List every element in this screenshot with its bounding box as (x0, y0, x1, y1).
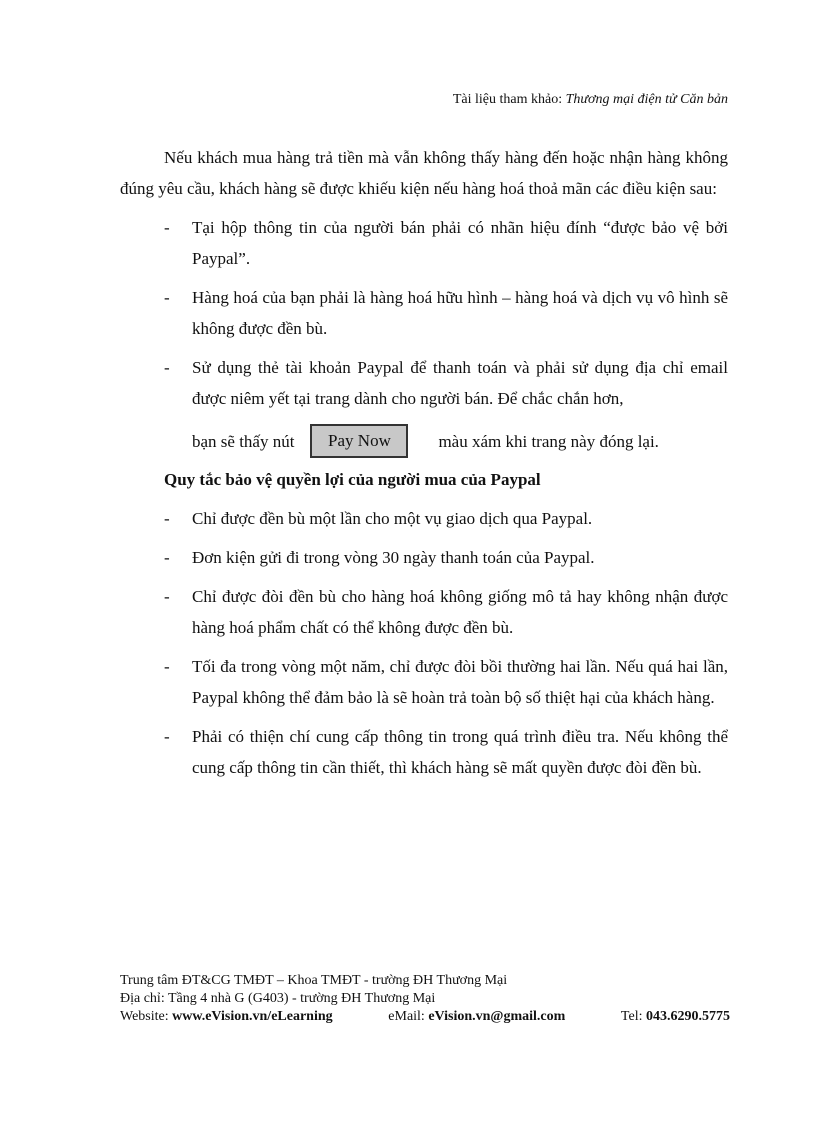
footer-line-2: Địa chỉ: Tầng 4 nhà G (G403) - trường ĐH Thương Mại (120, 991, 436, 1006)
dash-marker: - (164, 218, 170, 237)
dash-marker: - (164, 288, 170, 307)
dash-marker: - (164, 727, 170, 746)
list-item: - Tối đa trong vòng một năm, chỉ được đòi bồi thường hai lần. Nếu quá hai lần, Paypal không thể đảm bảo là sẽ hoàn trả toàn bộ số thiệt hại của khách hàng. (164, 651, 728, 713)
footer-contact-row (120, 1008, 730, 1026)
tel-number: 043.6290.5775 (646, 1009, 730, 1024)
dash-marker: - (164, 657, 170, 676)
dash-marker: - (164, 548, 170, 567)
dash-marker: - (164, 509, 170, 528)
footer-tel: Tel: 043.6290.5775 (620, 1009, 730, 1024)
email-link[interactable]: eVision.vn@gmail.com (428, 1009, 566, 1024)
footer-line-1: Trung tâm ĐT&CG TMĐT – Khoa TMĐT - trường ĐH Thương Mại (120, 973, 508, 988)
paynow-line (192, 424, 728, 458)
list-item: - Sử dụng thẻ tài khoản Paypal để thanh toán và phải sử dụng địa chỉ email được niêm yết tại trang dành cho người bán. Để chắc chắn hơn, (164, 352, 728, 414)
section-title: Quy tắc bảo vệ quyền lợi của người mua của Paypal (164, 470, 541, 489)
list-item: - Chỉ được đền bù một lần cho một vụ giao dịch qua Paypal. (164, 503, 728, 534)
footer-email: eMail: eVision.vn@gmail.com (388, 1009, 566, 1024)
intro-paragraph: Nếu khách mua hàng trả tiền mà vẫn không thấy hàng đến hoặc nhận hàng không đúng yêu cầu, khách hàng sẽ được khiếu kiện nếu hàng hoá thoả mãn các điều kiện sau: (120, 148, 728, 198)
list-item: - Chỉ được đòi đền bù cho hàng hoá không giống mô tả hay không nhận được hàng hoá phẩm chất có thể không được đền bù. (164, 581, 728, 643)
list-item: - Hàng hoá của bạn phải là hàng hoá hữu hình – hàng hoá và dịch vụ vô hình sẽ không được đền bù. (164, 282, 728, 344)
document-body (120, 142, 728, 791)
rules-list (164, 503, 728, 783)
list-item: - Tại hộp thông tin của người bán phải có nhãn hiệu đính “được bảo vệ bởi Paypal”. (164, 212, 728, 274)
footer-website: Website: www.eVision.vn/eLearning (120, 1009, 333, 1024)
website-link[interactable]: www.eVision.vn/eLearning (172, 1009, 333, 1024)
pay-now-button[interactable]: Pay Now (310, 424, 408, 458)
paynow-before-text: bạn sẽ thấy nút (192, 431, 295, 451)
header-title: Thương mại điện tử Căn bản (565, 92, 728, 107)
conditions-list (164, 212, 728, 414)
list-item: - Đơn kiện gửi đi trong vòng 30 ngày thanh toán của Paypal. (164, 542, 728, 573)
dash-marker: - (164, 587, 170, 606)
dash-marker: - (164, 358, 170, 377)
list-item: - Phải có thiện chí cung cấp thông tin trong quá trình điều tra. Nếu không thể cung cấp thông tin cần thiết, thì khách hàng sẽ mất quyền được đòi đền bù. (164, 721, 728, 783)
header-prefix: Tài liệu tham khảo: (452, 92, 566, 107)
paynow-after-text: màu xám khi trang này đóng lại. (438, 431, 659, 451)
page-header (453, 92, 728, 108)
page-footer (120, 972, 730, 1026)
